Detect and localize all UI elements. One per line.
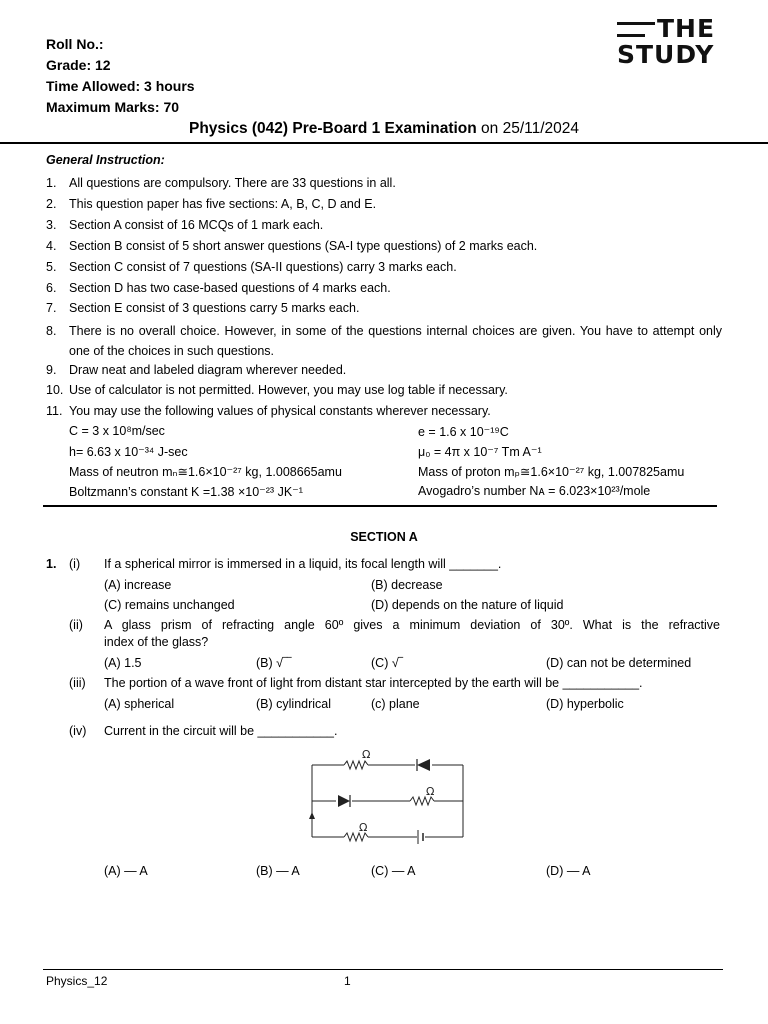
option-d: (D) — A <box>546 864 591 878</box>
instruction-5 <box>46 259 722 275</box>
instruction-10 <box>46 382 722 398</box>
part-label: (ii) <box>69 618 83 632</box>
instruction-num: 7. <box>46 301 57 315</box>
question-number: 1. <box>46 557 57 571</box>
option-d: (D) can not be determined <box>546 656 692 670</box>
option-b: (B) cylindrical <box>256 697 332 711</box>
instruction-text: This question paper has five sections: A, B, C, D and E. <box>69 197 377 211</box>
option-b: (B) — A <box>256 864 300 878</box>
resistor-middle <box>410 797 434 805</box>
instruction-6 <box>46 280 722 296</box>
constant-boltzmann: Boltzmann’s constant K =1.38 ×10⁻²³ JK⁻¹ <box>69 485 303 499</box>
instruction-8 <box>46 321 722 361</box>
constant-mu0: μ₀ = 4π x 10⁻⁷ Tm A⁻¹ <box>418 445 542 459</box>
instruction-text: Section A consist of 16 MCQs of 1 mark each. <box>69 218 324 232</box>
question-text: The portion of a wave front of light from distant star intercepted by the earth will be ___________. <box>104 676 643 690</box>
option-a: (A) spherical <box>104 697 175 711</box>
instruction-3 <box>46 217 722 233</box>
constant-planck: h= 6.63 x 10⁻³⁴ J-sec <box>69 445 188 459</box>
constant-proton-mass: Mass of proton mₚ≅1.6×10⁻²⁷ kg, 1.007825amu <box>418 465 685 479</box>
instructions-divider <box>43 505 717 507</box>
option-d: (D) depends on the nature of liquid <box>371 598 564 612</box>
constant-avogadro: Avogadro’s number Nᴀ = 6.023×10²³/mole <box>418 484 651 498</box>
title-bold: Physics (042) Pre-Board 1 Examination <box>189 120 477 137</box>
constant-speed-of-light: C = 3 x 10⁸m/sec <box>69 424 165 438</box>
resistor-label-top: Ω <box>362 748 371 761</box>
instruction-11 <box>46 403 722 419</box>
question-text: If a spherical mirror is immersed in a liquid, its focal length will _______. <box>104 557 502 571</box>
diode-top <box>417 759 430 771</box>
part-label: (i) <box>69 557 81 571</box>
constant-electron-charge: e = 1.6 x 10⁻¹⁹C <box>418 425 509 439</box>
circuit-diagram <box>300 745 475 845</box>
roll-no: Roll No.: <box>46 36 104 52</box>
option-a: (A) increase <box>104 578 172 592</box>
instruction-num: 11. <box>46 404 63 418</box>
option-b: (B) √‾‾ <box>256 656 292 670</box>
question-text: Current in the circuit will be ___________. <box>104 724 338 738</box>
time-allowed: Time Allowed: 3 hours <box>46 78 195 94</box>
option-a: (A) — A <box>104 864 148 878</box>
resistor-label-bottom: Ω <box>359 821 368 834</box>
instruction-text: Section D has two case-based questions of 4 marks each. <box>69 281 391 295</box>
instruction-7 <box>46 300 722 316</box>
maximum-marks: Maximum Marks: 70 <box>46 99 180 115</box>
instruction-1 <box>46 175 722 191</box>
instruction-num: 3. <box>46 218 57 232</box>
page-number: 1 <box>344 974 351 988</box>
resistor-top <box>344 761 368 769</box>
grade: Grade: 12 <box>46 57 111 73</box>
instruction-num: 1. <box>46 176 57 190</box>
footer-subject: Physics_12 <box>46 974 108 988</box>
option-c: (c) plane <box>371 697 420 711</box>
resistor-label-middle: Ω <box>426 785 435 798</box>
footer-divider <box>43 969 723 970</box>
diode-middle <box>338 795 350 807</box>
logo-bar-top <box>617 22 655 25</box>
page-title <box>0 120 768 138</box>
instruction-num: 4. <box>46 239 57 253</box>
instruction-num: 2. <box>46 197 57 211</box>
question-text-cont: index of the glass? <box>104 635 209 649</box>
general-instruction-heading: General Instruction: <box>46 153 165 167</box>
instruction-num: 8. <box>46 324 57 338</box>
instruction-num: 5. <box>46 260 57 274</box>
option-c: (C) — A <box>371 864 416 878</box>
instruction-text: All questions are compulsory. There are 33 questions in all. <box>69 176 396 190</box>
instruction-9 <box>46 362 722 378</box>
logo-text-study: STUDY <box>617 40 715 69</box>
instruction-text: You may use the following values of physical constants wherever necessary. <box>69 404 491 418</box>
instruction-num: 6. <box>46 281 57 295</box>
title-date: on 25/11/2024 <box>476 120 579 137</box>
logo-bar-bottom <box>617 34 645 37</box>
instruction-text: Section C consist of 7 questions (SA-II questions) carry 3 marks each. <box>69 260 457 274</box>
instruction-text: There is no overall choice. However, in some of the questions internal choices are given. You have to attempt only one of the choices in such questions. <box>69 324 722 358</box>
instruction-text: Section B consist of 5 short answer questions (SA-I type questions) of 2 marks each. <box>69 239 538 253</box>
instruction-text: Section E consist of 3 questions carry 5 marks each. <box>69 301 360 315</box>
option-c: (C) √‾ <box>371 656 403 670</box>
section-a-title: SECTION A <box>350 530 418 544</box>
instruction-2 <box>46 196 722 212</box>
current-arrow <box>309 812 315 819</box>
battery <box>418 830 423 844</box>
part-label: (iii) <box>69 676 86 690</box>
question-text: A glass prism of refracting angle 60º gives a minimum deviation of 30º. What is the refractive <box>104 618 720 632</box>
instruction-text: Use of calculator is not permitted. However, you may use log table if necessary. <box>69 383 508 397</box>
option-d: (D) hyperbolic <box>546 697 624 711</box>
instruction-num: 9. <box>46 363 57 377</box>
logo-text-the: THE <box>657 14 716 43</box>
instruction-num: 10. <box>46 383 64 397</box>
resistor-bottom <box>344 833 368 841</box>
part-label: (iv) <box>69 724 87 738</box>
option-a: (A) 1.5 <box>104 656 142 670</box>
instruction-4 <box>46 238 722 254</box>
constant-neutron-mass: Mass of neutron mₙ≅1.6×10⁻²⁷ kg, 1.008665amu <box>69 465 342 479</box>
instruction-text: Draw neat and labeled diagram wherever needed. <box>69 363 347 377</box>
option-b: (B) decrease <box>371 578 443 592</box>
title-divider <box>0 142 768 144</box>
option-c: (C) remains unchanged <box>104 598 235 612</box>
